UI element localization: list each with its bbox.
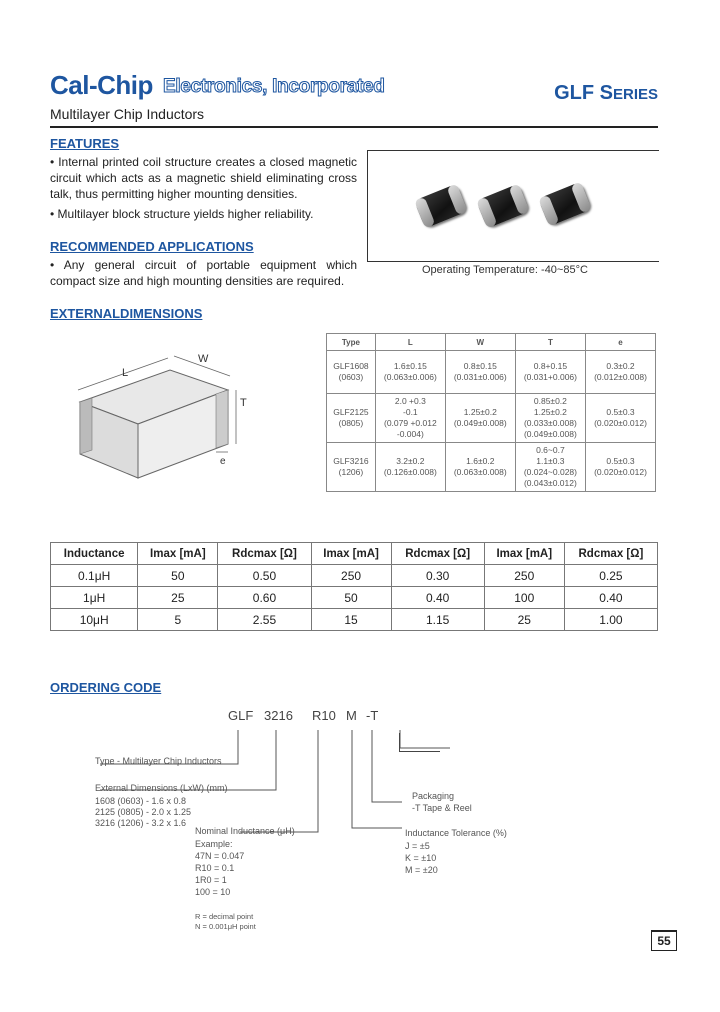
col-imax: Imax [mA] [484,543,564,565]
ind-cell: 0.50 [218,565,311,587]
table-row [327,443,656,492]
dim-cell: 2.0 +0.3 -0.1 (0.079 +0.012 -0.004) [375,394,445,443]
dim-cell: 1.25±0.2 (0.049±0.008) [445,394,515,443]
inductance-header-row [51,543,658,565]
ind-cell: 25 [484,609,564,631]
code-part-tolerance: M [346,708,357,723]
dimension-code-3: 3216 (1206) - 3.2 x 1.6 [95,818,187,828]
table-row [51,565,658,587]
ind-cell: 100 [484,587,564,609]
dimensions-table [326,333,656,492]
page-subtitle: Multilayer Chip Inductors [50,106,205,122]
note-line-2: N = 0.001μH point [195,922,256,931]
dimension-code-1: 1608 (0603) - 1.6 x 0.8 [95,796,187,806]
dim-cell: 0.85±0.2 1.25±0.2 (0.033±0.008) (0.049±0.008) [515,394,585,443]
col-imax: Imax [mA] [138,543,218,565]
ind-cell: 250 [311,565,391,587]
tolerance-line-1: J = ±5 [405,841,430,851]
table-row [51,609,658,631]
packaging-title: Packaging [412,791,455,801]
feature-item-2: • Multilayer block structure yields higher reliability. [50,207,314,221]
ind-cell: 50 [138,565,218,587]
ind-cell: 0.30 [391,565,484,587]
nominal-line-1: Example: [195,839,233,849]
label-L: L [122,367,129,379]
nominal-line-3: R10 = 0.1 [195,863,235,873]
dimension-code-title: External Dimensions (LxW) (mm) [95,783,228,793]
code-part-inductance: R10 [312,708,336,723]
code-part-packaging: -T [366,708,379,723]
dimension-code-2: 2125 (0805) - 2.0 x 1.25 [95,807,192,817]
dim-cell: 1.6±0.2 (0.063±0.008) [445,443,515,492]
dim-col-l: L [375,334,445,351]
code-part-series: GLF [228,708,254,723]
series-name: GLF [554,82,595,104]
series-rest: ERIES [612,86,658,103]
dimension-drawing [60,340,300,490]
ind-cell: 1.15 [391,609,484,631]
ind-cell: 250 [484,565,564,587]
ind-cell: 0.1μH [51,565,138,587]
applications-heading: RECOMMENDED APPLICATIONS [50,239,254,254]
nominal-line-2: 47N = 0.047 [195,851,245,861]
ind-cell: 5 [138,609,218,631]
dim-col-w: W [445,334,515,351]
series-s: S [599,82,613,104]
ind-cell: 25 [138,587,218,609]
tolerance-title: Inductance Tolerance (%) [405,828,507,838]
col-rdcmax: Rdcmax [Ω] [391,543,484,565]
dim-col-type: Type [327,334,376,351]
series-title [554,82,658,105]
col-inductance: Inductance [51,543,138,565]
dim-cell: 0.8±0.15 (0.031±0.006) [445,351,515,394]
ind-cell: 0.25 [564,565,657,587]
brand-subname: Electronics, Incorporated [163,76,385,97]
dim-col-t: T [515,334,585,351]
dim-cell: 0.6~0.7 1.1±0.3 (0.024~0.028) (0.043±0.012) [515,443,585,492]
packaging-line: -T Tape & Reel [412,803,472,813]
ind-cell: 2.55 [218,609,311,631]
dimensions-heading: EXTERNALDIMENSIONS [50,306,203,321]
features-heading: FEATURES [50,136,120,151]
nominal-title: Nominal Inductance (μH) [195,826,295,836]
ordering-heading: ORDERING CODE [50,680,162,695]
type-label: Type - Multilayer Chip Inductors [95,756,222,766]
note-line-1: R = decimal point [195,912,254,921]
dim-cell: 0.8+0.15 (0.031+0.006) [515,351,585,394]
header-rule [50,126,658,128]
dim-col-e: e [586,334,656,351]
tolerance-line-2: K = ±10 [405,853,437,863]
col-rdcmax: Rdcmax [Ω] [218,543,311,565]
dim-cell: GLF1608 (0603) [327,351,376,394]
dim-cell: GLF2125 (0805) [327,394,376,443]
ind-cell: 1μH [51,587,138,609]
col-rdcmax: Rdcmax [Ω] [564,543,657,565]
dim-cell: 0.5±0.3 (0.020±0.012) [586,394,656,443]
page-number: 55 [651,930,677,951]
label-W: W [198,353,209,365]
label-e: e [220,456,226,467]
table-row [327,351,656,394]
chip-image-3 [538,181,592,226]
tolerance-line-3: M = ±20 [405,865,438,875]
application-item-1: • Any general circuit of portable equipment which compact size and high mounting densities are required. [50,258,357,288]
product-photo [367,150,659,262]
feature-item-1: • Internal printed coil structure creates a closed magnetic circuit which acts as a magnetic shield eliminating cross talk, thus permitting higher mounting densities. [50,155,357,201]
dim-cell: GLF3216 (1206) [327,443,376,492]
dim-cell: 1.6±0.15 (0.063±0.006) [375,351,445,394]
ind-cell: 15 [311,609,391,631]
label-T: T [240,397,247,409]
ind-cell: 1.00 [564,609,657,631]
dim-cell: 0.5±0.3 (0.020±0.012) [586,443,656,492]
brand-name: Cal-Chip [50,70,153,100]
ind-cell: 50 [311,587,391,609]
packaging-bracket [399,733,440,752]
dim-cell: 0.3±0.2 (0.012±0.008) [586,351,656,394]
chip-image-1 [414,183,468,228]
ind-cell: 0.40 [391,587,484,609]
col-imax: Imax [mA] [311,543,391,565]
ind-cell: 0.60 [218,587,311,609]
nominal-line-4: 1R0 = 1 [195,875,227,885]
nominal-line-5: 100 = 10 [195,887,231,897]
operating-temperature: Operating Temperature: -40~85°C [422,264,588,276]
inductance-table [50,542,658,631]
table-row [51,587,658,609]
dim-cell: 3.2±0.2 (0.126±0.008) [375,443,445,492]
ind-cell: 0.40 [564,587,657,609]
ind-cell: 10μH [51,609,138,631]
table-row [327,394,656,443]
code-part-size: 3216 [264,708,293,723]
chip-image-2 [476,183,530,228]
dimensions-header-row [327,334,656,351]
